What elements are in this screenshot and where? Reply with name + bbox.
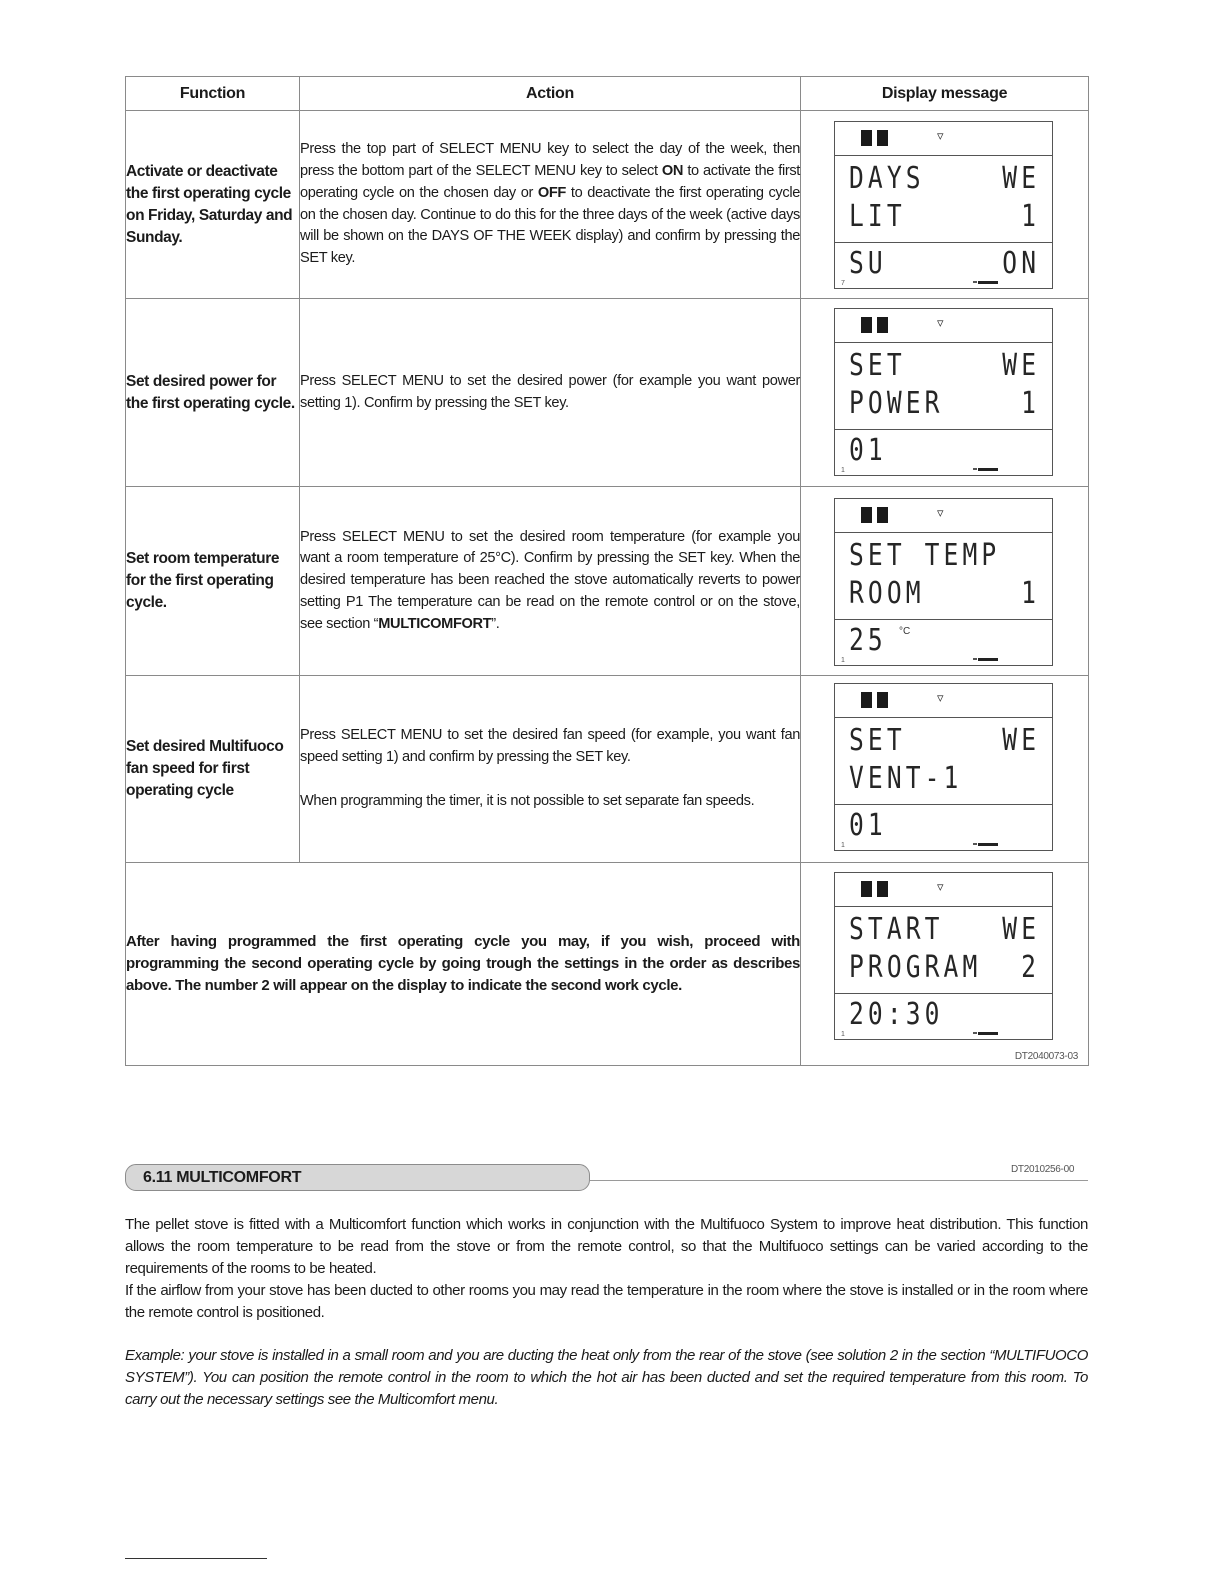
lcd-status-row [835, 873, 1052, 907]
lcd-main-area [835, 533, 1052, 620]
action-text [300, 527, 800, 636]
lcd-status-row [835, 684, 1052, 718]
antenna-icon: ▿ [937, 505, 944, 520]
signal-bar [861, 881, 872, 897]
lcd-line1-right: WE [1002, 723, 1040, 758]
signal-bar [877, 317, 888, 333]
action-keyword: ON [661, 163, 684, 180]
table-ref-code: DT2040073-03 [1014, 1051, 1078, 1062]
lcd-display [834, 872, 1053, 1040]
lcd-line1-right: WE [1002, 912, 1040, 947]
action-cell [300, 487, 801, 676]
lcd-line2-left: LIT [849, 199, 906, 234]
action-text [300, 371, 800, 414]
function-cell: Set room temperature for the first operating cycle. [126, 487, 300, 676]
lcd-dash-icon [978, 843, 998, 846]
lcd-line1-left: SET [849, 348, 906, 383]
paragraph: If the airflow from your stove has been ducted to other rooms you may read the temperature in the room where the stove is installed or in the room where the remote control is positioned. [125, 1282, 1088, 1321]
lcd-value-right: ON [1002, 246, 1040, 281]
signal-bar [861, 507, 872, 523]
action-note: When programming the timer, it is not possible to set separate fan speeds. [300, 792, 755, 809]
lcd-line2-right: 2 [1021, 950, 1040, 985]
header-display: Display message [801, 77, 1089, 111]
programming-table [125, 76, 1089, 1066]
action-keyword: MULTICOMFORT [378, 615, 492, 632]
action-fragment: to deactivate the first operating cycle on the chosen day. Continue to do this for the three days of the week (active days will be shown on the DAYS OF THE WEEK display) and confirm by pressing the SET key. [300, 184, 800, 266]
lcd-tick-label: 1 [841, 1031, 845, 1038]
action-fragment: Press SELECT MENU to set the desired power (for example you want power setting 1). Confirm by pressing the SET key. [300, 372, 800, 411]
action-cell [300, 299, 801, 487]
action-cell [300, 111, 801, 299]
lcd-dash-icon [978, 1032, 998, 1035]
action-fragment: to activate the first operating cycle on the chosen day or [300, 163, 801, 201]
lcd-line1-right: WE [1002, 161, 1040, 196]
lcd-line2-right: 1 [1021, 386, 1040, 421]
lcd-line2-left: VENT-1 [849, 761, 963, 796]
lcd-bottom-area [835, 994, 1052, 1040]
lcd-display [834, 121, 1053, 289]
signal-bars-icon [861, 881, 888, 897]
footnote-divider [125, 1558, 267, 1559]
signal-bars-icon [861, 317, 888, 333]
action-text [300, 725, 800, 768]
lcd-line1-right: WE [1002, 348, 1040, 383]
table-row-final [126, 863, 1089, 1066]
lcd-value: 01 [849, 433, 887, 468]
lcd-dash-icon [978, 281, 998, 284]
lcd-dash-icon [978, 468, 998, 471]
action-text [300, 139, 800, 269]
lcd-value: SU [849, 246, 887, 281]
lcd-bottom-area [835, 243, 1052, 289]
lcd-value: 25 [849, 623, 887, 658]
table-row [126, 299, 1089, 487]
example-paragraph: Example: your stove is installed in a small room and you are ducting the heat only from the rear of the stove (see solution 2 in the section “MULTIFUOCO SYSTEM”). You can position the remote control in the room to which the hot air has been ducted and set the required temperature from this room. To carry out the necessary settings see the Multicomfort menu. [125, 1347, 1088, 1408]
lcd-bottom-area [835, 805, 1052, 851]
lcd-line1-left: SET TEMP [849, 538, 1001, 573]
paragraph: The pellet stove is fitted with a Multicomfort function which works in conjunction with the Multifuoco System to improve heat distribution. This function allows the room temperature to be read from the stove or from the remote control, so that the Multifuoco settings can be varied according to the requirements of the rooms to be heated. [125, 1216, 1088, 1277]
lcd-line1-left: DAYS [849, 161, 925, 196]
header-function: Function [126, 77, 300, 111]
function-cell: Set desired power for the first operating cycle. [126, 299, 300, 487]
final-note: After having programmed the first operating cycle you may, if you wish, proceed with programming the second operating cycle by going trough the settings in the order as describes above. The number 2 will appear on the display to indicate the second work cycle. [126, 863, 801, 1066]
signal-bar [877, 881, 888, 897]
lcd-unit: °C [899, 626, 911, 637]
signal-bar [861, 130, 872, 146]
lcd-display [834, 308, 1053, 476]
antenna-icon: ▿ [937, 690, 944, 705]
table-row [126, 676, 1089, 863]
lcd-value: 20:30 [849, 997, 944, 1032]
signal-bar [877, 507, 888, 523]
lcd-display [834, 498, 1053, 666]
lcd-line1-left: START [849, 912, 944, 947]
table-header-row [126, 77, 1089, 111]
lcd-main-area [835, 156, 1052, 243]
signal-bar [877, 130, 888, 146]
lcd-main-area [835, 343, 1052, 430]
action-fragment: Press SELECT MENU to set the desired fan speed (for example, you want fan speed setting 1) and confirm by pressing the SET key. [300, 727, 800, 766]
action-fragment: ”. [491, 615, 500, 632]
action-keyword: OFF [537, 184, 566, 201]
lcd-line2-right: 1 [1021, 576, 1040, 611]
signal-bars-icon [861, 130, 888, 146]
antenna-icon: ▿ [937, 315, 944, 330]
table-row [126, 487, 1089, 676]
lcd-status-row [835, 499, 1052, 533]
action-fragment: Press the top part of SELECT MENU key to select the day of the week, then press the bottom part of the SELECT MENU key to select [300, 141, 800, 180]
section-title: 6.11 MULTICOMFORT [125, 1164, 590, 1191]
display-cell [801, 299, 1089, 487]
lcd-value: 01 [849, 808, 887, 843]
function-cell: Activate or deactivate the first operating cycle on Friday, Saturday and Sunday. [126, 111, 300, 299]
lcd-status-row [835, 309, 1052, 343]
lcd-bottom-area [835, 430, 1052, 476]
action-cell [300, 676, 801, 863]
signal-bar [861, 317, 872, 333]
signal-bar [877, 692, 888, 708]
lcd-main-area [835, 907, 1052, 994]
signal-bar [861, 692, 872, 708]
lcd-line2-left: PROGRAM [849, 950, 982, 985]
function-cell: Set desired Multifuoco fan speed for first operating cycle [126, 676, 300, 863]
display-cell [801, 487, 1089, 676]
lcd-tick-label: 1 [841, 657, 845, 664]
lcd-line1-left: SET [849, 723, 906, 758]
lcd-line2-left: ROOM [849, 576, 925, 611]
lcd-tick-label: 1 [841, 842, 845, 849]
header-action: Action [300, 77, 801, 111]
lcd-line2-left: POWER [849, 386, 944, 421]
lcd-dash-icon [978, 658, 998, 661]
lcd-line2-right: 1 [1021, 199, 1040, 234]
antenna-icon: ▿ [937, 879, 944, 894]
display-cell [801, 676, 1089, 863]
lcd-tick-label: 7 [841, 280, 845, 287]
display-cell [801, 111, 1089, 299]
action-fragment: Press SELECT MENU to set the desired room temperature (for example you want a room temperature of 25°C). Confirm by pressing the SET key. When the desired temperature has been reached the stove automatically reverts to power setting P1 The temperature can be read on the remote control or on the stove, see section “ [300, 528, 800, 632]
lcd-display [834, 683, 1053, 851]
signal-bars-icon [861, 692, 888, 708]
section-divider [590, 1180, 1088, 1181]
lcd-bottom-area [835, 620, 1052, 666]
section-ref-code: DT2010256-00 [1011, 1164, 1075, 1175]
signal-bars-icon [861, 507, 888, 523]
display-cell [801, 863, 1089, 1066]
table-row [126, 111, 1089, 299]
antenna-icon: ▿ [937, 128, 944, 143]
lcd-status-row [835, 122, 1052, 156]
lcd-tick-label: 1 [841, 467, 845, 474]
lcd-main-area [835, 718, 1052, 805]
